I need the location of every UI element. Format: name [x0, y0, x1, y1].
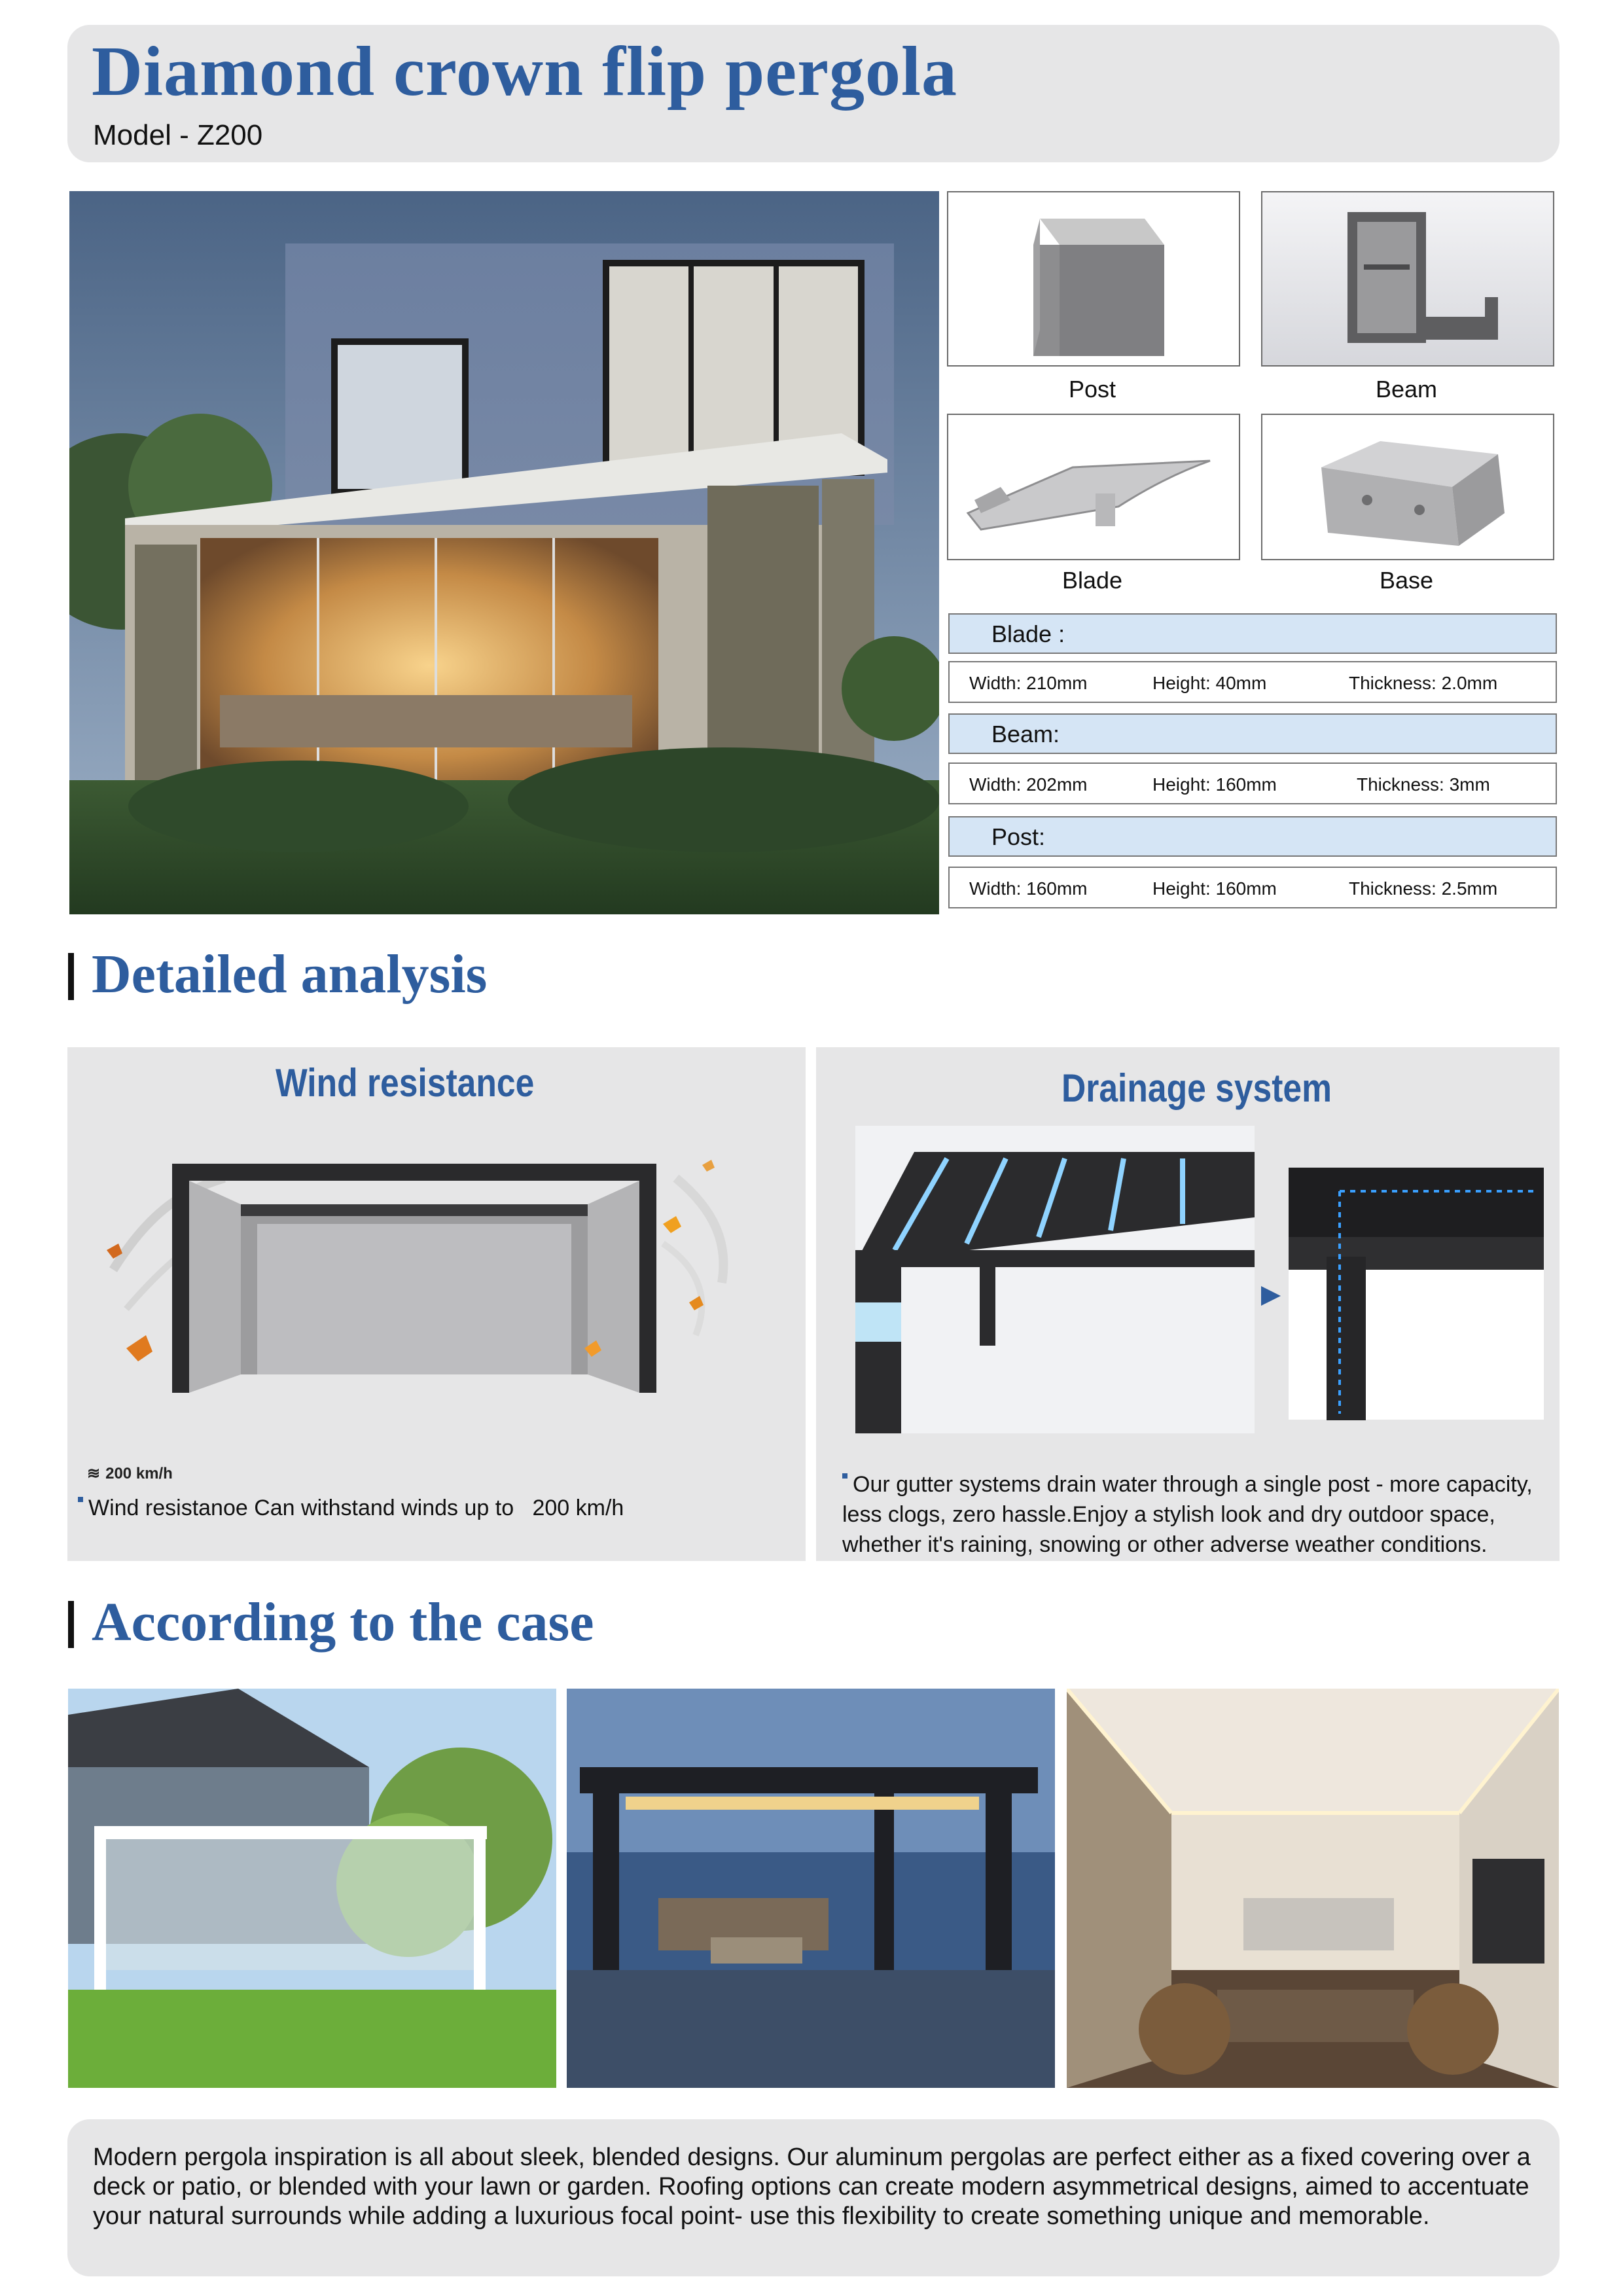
analysis-heading-bar: [68, 953, 74, 1000]
case-photo-interior-pergola: [1067, 1689, 1559, 2088]
blade-label: Blade: [1061, 567, 1123, 594]
beam-width: Width: 202mm: [969, 774, 1088, 795]
wind-description: [78, 1493, 785, 1523]
case-photo-dark-pergola-night: [567, 1689, 1055, 2088]
drainage-description: [842, 1469, 1549, 1560]
beam-thickness: Thickness: 3mm: [1357, 774, 1490, 795]
wind-text: Wind resistanoe Can withstand winds up to 200 km/h: [88, 1496, 624, 1520]
drainage-title: Drainage system: [1061, 1066, 1332, 1110]
case-1-illustration: [68, 1689, 556, 2088]
wind-title: Wind resistance: [276, 1061, 535, 1105]
post-illustration: [948, 192, 1239, 365]
blade-image: [947, 414, 1240, 560]
wind-speed-badge: [87, 1464, 173, 1483]
base-image: [1261, 414, 1554, 560]
base-illustration: [1262, 415, 1553, 559]
beam-spec-row: [948, 762, 1557, 804]
drainage-illustration: [855, 1126, 1549, 1440]
wind-panel: [67, 1047, 806, 1561]
analysis-heading: Detailed analysis: [92, 944, 488, 1005]
post-spec-row: [948, 867, 1557, 908]
post-spec-header: Post:: [948, 816, 1557, 857]
page-title: Diamond crown flip pergola: [92, 33, 958, 111]
beam-spec-header: Beam:: [948, 713, 1557, 754]
blade-height: Height: 40mm: [1152, 673, 1267, 693]
blade-spec-header: Blade :: [948, 613, 1557, 654]
cases-heading: According to the case: [92, 1592, 594, 1653]
case-2-illustration: [567, 1689, 1055, 2088]
beam-image: [1261, 191, 1554, 367]
post-height: Height: 160mm: [1152, 878, 1277, 899]
post-label: Post: [1068, 376, 1116, 403]
post-image: [947, 191, 1240, 367]
blade-width: Width: 210mm: [969, 673, 1088, 693]
post-thickness: Thickness: 2.5mm: [1349, 878, 1498, 899]
wind-pergola-illustration: [87, 1139, 787, 1414]
base-label: Base: [1379, 567, 1434, 594]
bullet-icon: [78, 1497, 83, 1502]
beam-height: Height: 160mm: [1152, 774, 1277, 795]
drainage-panel: [816, 1047, 1560, 1561]
blade-illustration: [948, 415, 1239, 559]
beam-label: Beam: [1375, 376, 1438, 403]
beam-illustration: [1262, 192, 1553, 365]
wind-icon: ≋: [87, 1465, 101, 1482]
drainage-text: Our gutter systems drain water through a single post - more capacity, less clogs, zero hassle.Enjoy a stylish look and dry outdoor space, whether it's raining, snowing or other adverse weather conditions.: [842, 1472, 1533, 1557]
post-width: Width: 160mm: [969, 878, 1088, 899]
case-photo-white-pergola: [68, 1689, 556, 2088]
hero-illustration: [69, 191, 939, 914]
blade-thickness: Thickness: 2.0mm: [1349, 673, 1498, 693]
wind-speed-label: 200 km/h: [105, 1465, 173, 1482]
cases-heading-bar: [68, 1601, 74, 1648]
model-number: Model - Z200: [93, 119, 263, 151]
hero-house-photo: [69, 191, 939, 914]
case-3-illustration: [1067, 1689, 1559, 2088]
footer-text: Modern pergola inspiration is all about sleek, blended designs. Our aluminum pergolas are perfect either as a fixed covering over a deck or patio, or blended with your lawn or garden. Roofing options can create modern asymmetrical designs, aimed to accentuate your natural surrounds while adding a luxurious focal point- use this flexibility to create something unique and memorable.: [93, 2144, 1531, 2230]
blade-spec-row: [948, 661, 1557, 703]
bullet-icon: [842, 1473, 847, 1479]
